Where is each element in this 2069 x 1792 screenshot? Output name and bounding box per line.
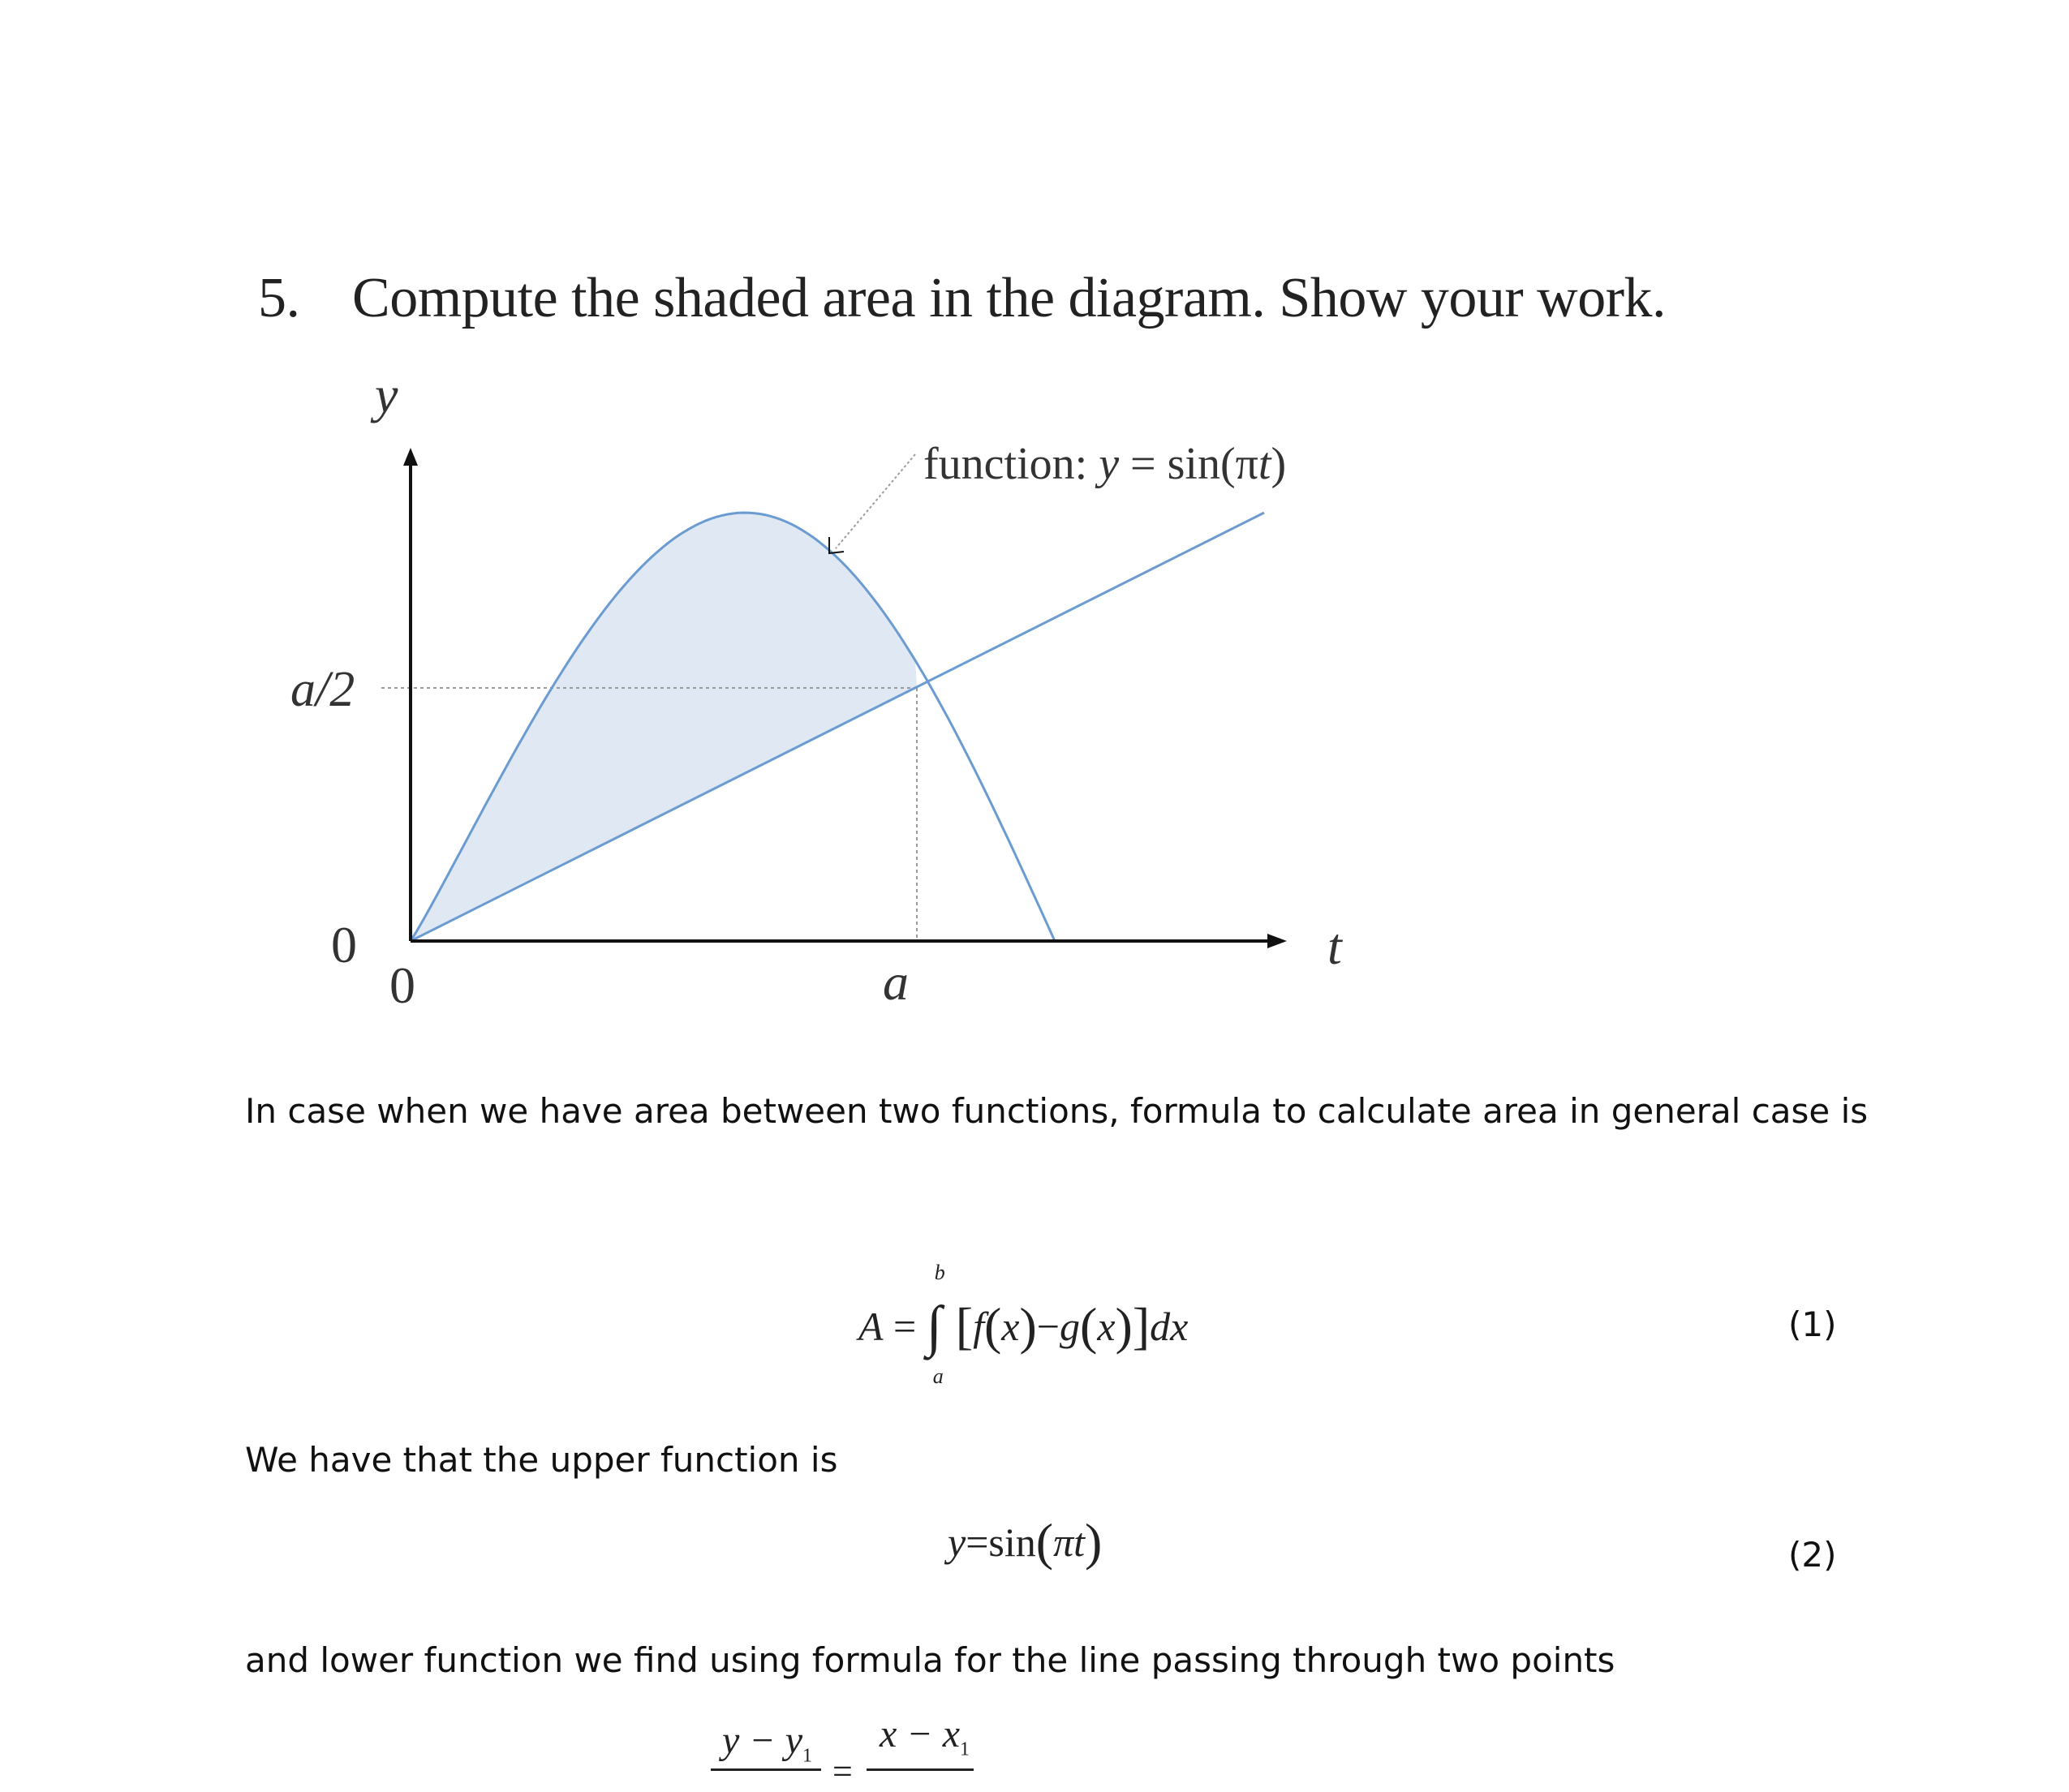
eq2-y: y (948, 1519, 966, 1565)
equation-2: y=sin(πt) (948, 1513, 1103, 1571)
t-tick-zero: 0 (389, 956, 415, 1014)
equation-3 (711, 1712, 987, 1791)
eq1-right-bracket: ] (1132, 1297, 1151, 1355)
paragraph-lower-function: and lower function we find using formula for the line passing through two points (245, 1640, 1615, 1680)
eq3-numerator-right: $x - x_1$ (880, 1712, 970, 1760)
equation-1: A = b ∫ a [f(x)−g(x)]dx (858, 1261, 1189, 1388)
shaded-area (411, 513, 917, 941)
eq1-minus: − (1036, 1304, 1060, 1349)
eq1-x1: x (1001, 1304, 1020, 1349)
eq2-equals: = (966, 1519, 989, 1565)
equation-1-number: (1) (1788, 1304, 1837, 1344)
eq1-integral (926, 1261, 956, 1388)
eq1-lhs: A (858, 1304, 884, 1349)
t-tick-a: a (883, 953, 909, 1011)
eq1-f: f (973, 1304, 984, 1349)
eq1-equals: = (893, 1304, 917, 1349)
y-tick-half: a/2 (290, 662, 355, 717)
problem-text: Compute the shaded area in the diagram. Show your work. (352, 267, 1667, 329)
y-axis-arrow-icon (403, 448, 418, 466)
function-annotation: function: y = sin(πt) (923, 439, 1287, 489)
eq1-upper-limit: b (934, 1261, 945, 1284)
eq1-integral-sign: ∫ (926, 1296, 942, 1358)
equation-2-number: (2) (1788, 1535, 1837, 1575)
eq3-numerator-left: $y - y_1$ (722, 1719, 812, 1767)
paragraph-area-formula-intro: In case when we have area between two functions, formula to calculate area in general case is (245, 1091, 1869, 1131)
t-axis-arrow-icon (1267, 934, 1287, 948)
eq3-fraction-bar-left (711, 1768, 821, 1771)
t-axis-label: t (1327, 917, 1342, 975)
paragraph-upper-function: We have that the upper function is (245, 1440, 838, 1480)
eq2-pi: π (1053, 1519, 1074, 1565)
eq1-x2: x (1097, 1304, 1116, 1349)
y-axis-label: y (375, 366, 398, 423)
eq1-lower-limit: a (932, 1364, 944, 1388)
eq2-sin: sin (988, 1519, 1036, 1565)
problem-number: 5. (258, 267, 300, 329)
y-tick-zero: 0 (331, 916, 357, 973)
eq1-dx: dx (1150, 1304, 1189, 1349)
eq2-t: t (1073, 1519, 1086, 1565)
eq3-fraction-bar-right (867, 1768, 974, 1771)
eq1-left-bracket: [ (955, 1297, 974, 1355)
eq3-equals: = (832, 1751, 853, 1791)
annotation-leader (836, 454, 915, 548)
eq1-g: g (1060, 1304, 1080, 1349)
